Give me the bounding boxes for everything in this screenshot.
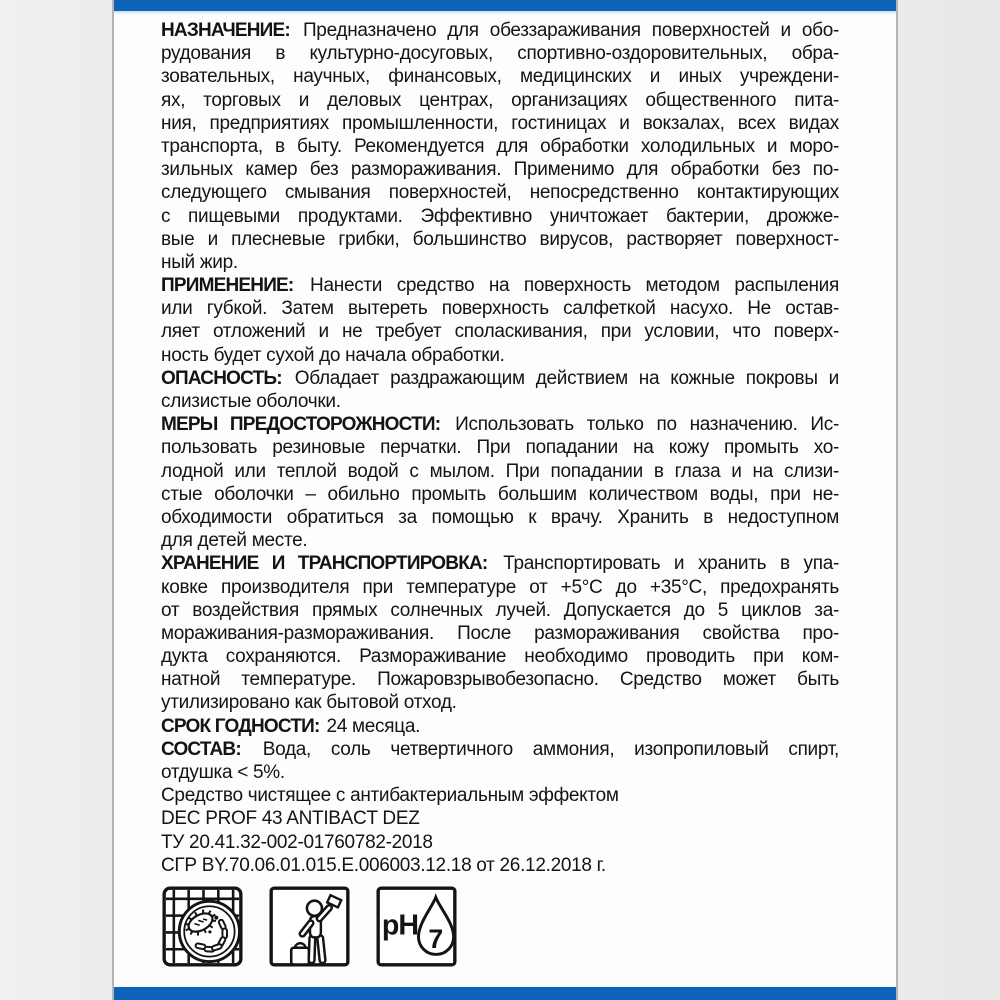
- text-line: ковке производителя при температуре от +5°С до +35°С, предохранять: [161, 576, 839, 598]
- text-line: СРОК ГОДНОСТИ: 24 месяца.: [161, 715, 421, 737]
- text-line: натной температуре. Пожаровзрывобезопасно. Средство может быть: [161, 669, 839, 691]
- section-header: МЕРЫ ПРЕДОСТОРОЖНОСТИ:: [161, 414, 441, 436]
- footer-line: Средство чистящее с антибактериальным эффектом: [161, 785, 619, 807]
- section-header: ХРАНЕНИЕ И ТРАНСПОРТИРОВКА:: [161, 553, 488, 575]
- pictogram-row: [161, 885, 839, 968]
- label-section: [161, 367, 839, 413]
- text-line: ность будет сухой до начала обработки.: [161, 344, 505, 366]
- text-line: МЕРЫ ПРЕДОСТОРОЖНОСТИ: Использовать только по назначению. Ис-: [161, 414, 839, 436]
- label-section: [161, 413, 839, 552]
- text-line: обходимости обратиться за помощью к врачу. Хранить в недоступном: [161, 506, 839, 528]
- section-header: СРОК ГОДНОСТИ:: [161, 715, 320, 737]
- text-line: транспорта, в быту. Рекомендуется для обработки холодильных и моро-: [161, 135, 839, 157]
- footer-line: ТУ 20.41.32-002-01760782-2018: [161, 831, 433, 853]
- text-line: или губкой. Затем вытереть поверхность салфеткой насухо. Не остав-: [161, 298, 839, 320]
- text-line: мораживания-размораживания. После размораживания свойства про-: [161, 622, 839, 644]
- ph-label: pH: [381, 909, 419, 942]
- label-sheet: [112, 0, 898, 1000]
- footer-line: СГР BY.70.06.01.015.Е.006003.12.18 от 26.12.2018 г.: [161, 854, 606, 876]
- text-line: слизистые оболочки.: [161, 391, 341, 412]
- text-line: дукта сохраняются. Размораживание необходимо проводить при ком-: [161, 646, 839, 668]
- text-line: следующего смывания поверхностей, непосредственно контактирующих: [161, 182, 839, 204]
- text-line: стые оболочки – обильно промыть большим количеством воды, при не-: [161, 483, 839, 505]
- text-line: СОСТАВ: Вода, соль четвертичного аммония, изопропиловый спирт,: [161, 738, 839, 760]
- label-section: [161, 738, 839, 784]
- text-line: утилизировано как бытовой отход.: [161, 692, 457, 714]
- text-line: НАЗНАЧЕНИЕ: Предназначено для обеззараживания поверхностей и обо-: [161, 20, 839, 41]
- label-sections: [161, 19, 839, 784]
- text-line: ния, предприятиях промышленности, гостиницах и вокзалах, всех видах: [161, 112, 839, 134]
- bottom-blue-bar: [114, 987, 896, 1000]
- ph-value: 7: [428, 924, 444, 955]
- text-line: рудования в культурно-досуговых, спортивно-оздоровительных, обра-: [161, 43, 839, 65]
- label-section: [161, 19, 839, 274]
- section-header: ПРИМЕНЕНИЕ:: [161, 275, 294, 297]
- text-line: ОПАСНОСТЬ: Обладает раздражающим действием на кожные покровы и: [161, 367, 839, 389]
- text-line: ляет отложений и не требует споласкивания, при условии, что поверх-: [161, 321, 839, 343]
- footer-line: DEC PROF 43 ANTIBACT DEZ: [161, 808, 420, 830]
- text-line: ПРИМЕНЕНИЕ: Нанести средство на поверхность методом распыления: [161, 275, 839, 297]
- text-line: с пищевыми продуктами. Эффективно уничтожает бактерии, дрожже-: [161, 205, 839, 227]
- text-line: от воздействия прямых солнечных лучей. Допускается до 5 циклов за-: [161, 599, 839, 621]
- label-section: [161, 715, 839, 738]
- text-line: зильных камер без размораживания. Применимо для обработки без по-: [161, 159, 839, 181]
- section-header: ОПАСНОСТЬ:: [161, 367, 282, 389]
- label-footer: [161, 784, 839, 877]
- label-content: [114, 0, 896, 968]
- text-line: отдушка < 5%.: [161, 762, 285, 783]
- ph-neutral-icon: [375, 885, 458, 968]
- section-header: НАЗНАЧЕНИЕ:: [161, 20, 290, 41]
- text-line: ХРАНЕНИЕ И ТРАНСПОРТИРОВКА: Транспортировать и хранить в упа-: [161, 553, 839, 575]
- text-line: ях, торговых и деловых центрах, организациях общественного пита-: [161, 89, 839, 111]
- text-line: для детей месте.: [161, 530, 308, 552]
- section-header: СОСТАВ:: [161, 738, 241, 760]
- microbes-surface-icon: [161, 885, 244, 968]
- text-line: ный жир.: [161, 251, 238, 273]
- label-section: [161, 274, 839, 367]
- dispose-properly-icon: [268, 885, 351, 968]
- text-line: пользовать резиновые перчатки. При попадании на кожу промыть хо-: [161, 437, 839, 459]
- text-line: вые и плесневые грибки, большинство вирусов, растворяет поверхност-: [161, 228, 839, 250]
- text-line: зовательных, научных, финансовых, медицинских и иных учреждени-: [161, 66, 839, 88]
- text-line: лодной или теплой водой с мылом. При попадании в глаза и на слизи-: [161, 460, 839, 482]
- label-section: [161, 552, 839, 714]
